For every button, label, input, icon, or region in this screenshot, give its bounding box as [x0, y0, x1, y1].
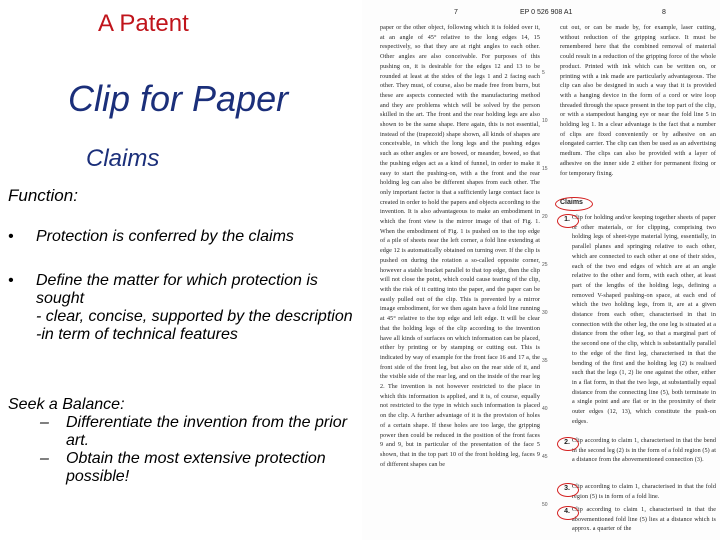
- patent-description-continued: [560, 24, 716, 196]
- claim-number-circle: [557, 437, 579, 451]
- balance-heading: Seek a Balance:: [8, 396, 125, 413]
- claim-number-circle: [557, 483, 579, 497]
- claim-text: Clip for holding and/or keeping together sheets of paper or other materials, or for clipping, comprising two holding legs of sheet-type material lying, essentially, in parallel planes and springing relative to each other, which are connected to each other at one of their sides, each of the two end edges of which are at an angle relative to the other and form, with each other, at least part of the lengths of the holding legs, defining a removed V-shaped pushing-on space, at each end of which the two holding legs, from it, are at a given distance from each other, characterised in that in connection with the other leg, the one leg is situated at a distance from the other leg, so that a marginal part of the second one of the clip, which is substantially parallel to the edge of the first leg, characterised in that the bending of the first and the holding leg (2) is realised such that the legs (1, 2) lie one against the other, either in a flat form, in that the two legs, at substantially equal distance from the connecting line (5), both terminate in a single point and are flat or in the proximity of their outer edges (12, 13), which constitute the push-on edges.: [572, 215, 716, 425]
- claims-heading: Claims: [86, 145, 160, 172]
- bullet-subpoint: -in term of technical features: [36, 326, 238, 343]
- bullet-text: Protection is conferred by the claims: [36, 228, 294, 245]
- function-label: Function:: [8, 186, 78, 205]
- line-number: 45: [542, 454, 548, 460]
- description-text: paper or the other object, following which it is folded over it, at an angle of 45° relative to the long edges 14, 15 respectively, so that they are at right angles to each other. Other angles are also conceivable. For purposes of this pushing on, it is desirable for the edges 12 and 13 to be rounded at least at the sides of the legs 1 and 2 facing each other. They must, of course, also be made free from burrs, but these are aspects connected with the manufacturing method and they are problems which will be solved by the person skilled in the art. The front and the rear holding legs are also shown to be the same shape. Here again, this is not essential, instead of the (trapezoid) shape shown, all kinds of shapes are conceivable, in which the long legs and the pushing edges such as other angles or are bowed, or meander, bowed, so that the pushing edges act as a kind of funnel, in order to make it easy to start the pushing-on, with a the front and the rear holding leg can also be different shapes from each other. The only important factor is that a sufficiently large contact face is created in order to hold the papers and objects according to the invention. It is also advantageous to make an embodiment in which the front view is the mirror image of that of Fig. 1. When the embodiment of Fig. 1 is pushed on to the top edge of a pile of sheets near the left corner, a fold line extending at edge 12 is automatically obtained on turning over. If the clip is pushed on during the rotation a so-called opposite corner, however a stable bracket parallel to that top edge, then the clip will not close the point, which could cause tearing of the clip, with the risk of it cutting into the paper, and the paper can be easily pulled out of the clip. This is prevented by a mirror image embodiment, for we then again have a fold line running at 45° relative to the top edge and left edge. It will be clear that the holding legs of the clip according to the invention have all kinds of surfaces on which information can be placed, either by printing or by stamping or cutting out. This is indicated by way of example for the front face 16 and 17 a, the front side of the front leg, but also on the rear side of it, and the visible side of the rear leg, and on the inside of the rear leg 2. The invention is not however restricted to the place in which this information is applied, and it is, of course, equally not restricted to the type in which such information is placed on the clip. A further advantage of it is the provision of holes of a certain shape. If these holes are too large, the gripping power then could be reduced in the position of the front faces 9 and 9, but in particular of the presentation of the face 5 shown, that in the top part 10 of the front holding leg, faces 9 of different shapes can be: [380, 25, 540, 468]
- line-number: 10: [542, 118, 548, 124]
- list-item: [8, 272, 353, 344]
- balance-item-text: Differentiate the invention from the prior art.: [66, 414, 348, 449]
- patent-number: EP 0 526 908 A1: [520, 9, 573, 16]
- claim-4: [572, 506, 716, 540]
- claim-number-circle: [557, 506, 579, 520]
- line-number: 35: [542, 358, 548, 364]
- patent-claims-heading: Claims: [560, 199, 583, 206]
- line-number: 30: [542, 310, 548, 316]
- claim-number: 1.: [564, 216, 570, 223]
- line-number: 40: [542, 406, 548, 412]
- balance-item: [8, 450, 363, 486]
- patent-document-image: [362, 0, 720, 540]
- list-item: [8, 228, 353, 246]
- page-number-right: 8: [662, 9, 666, 16]
- claim-number: 4.: [564, 508, 570, 515]
- bullet-marker: •: [8, 272, 14, 289]
- claim-text: Clip according to claim 1, characterised in that the bend in the second leg (2) is in the form of a fold region (5) at a distance from the abovementioned connection (3).: [572, 438, 716, 464]
- function-list: [8, 228, 353, 370]
- claim-number-circle: [557, 214, 579, 228]
- dash-marker: –: [40, 450, 49, 467]
- bullet-text: Define the matter for which protection is sought: [36, 272, 318, 307]
- claim-text: Clip according to claim 1, characterised in that the abovementioned fold line (5) lies at a distance which is approx. a quarter of the: [572, 507, 716, 533]
- claim-text: Clip according to claim 1, characterised in that the fold region (5) is in form of a fold line.: [572, 484, 716, 500]
- line-number: 15: [542, 166, 548, 172]
- claim-number: 2.: [564, 439, 570, 446]
- claim-2: [572, 437, 716, 477]
- claims-heading-circle: [555, 197, 593, 211]
- claim-1: [572, 214, 716, 436]
- line-number: 25: [542, 262, 548, 268]
- line-number: 20: [542, 214, 548, 220]
- bullet-marker: •: [8, 228, 14, 245]
- bullet-subpoint: - clear, concise, supported by the description: [36, 308, 353, 325]
- claim-3: [572, 483, 716, 503]
- description-text: cut out, or can be made by, for example, laser cutting, without reduction of the gripping surface. It must be remembered here that the combined removal of material could result in a reduction of the gripping force of the whole product. Printed with ink which can be written on, or printing with a ink made are particularly advantageous. The clip can also be designed in such a way that it is provided with a hanging device in the form of a cord or wire loop threaded through the space present in the top part of the clip, or with a stampedout hanging eye or near the fold line 5 in holding leg 1. In a clear advantage is the fact that a number of clips are fixed conveniently or by adhesive on an elongated carrier. The clip can then be used as an advertising medium. The clips can also be provided with a layer of adhesive on the inner side 2 either for permanent fixing or for temporary fixing.: [560, 25, 716, 177]
- slide-title: A Patent: [98, 10, 189, 37]
- page-number-left: 7: [454, 9, 458, 16]
- claim-number: 3.: [564, 485, 570, 492]
- line-number: 5: [542, 70, 545, 76]
- patent-name: Clip for Paper: [68, 78, 289, 119]
- balance-section: [8, 396, 363, 486]
- dash-marker: –: [40, 414, 49, 431]
- balance-item-text: Obtain the most extensive protection possible!: [66, 450, 326, 485]
- balance-item: [8, 414, 363, 450]
- line-number: 50: [542, 502, 548, 508]
- patent-description-column: [380, 24, 540, 540]
